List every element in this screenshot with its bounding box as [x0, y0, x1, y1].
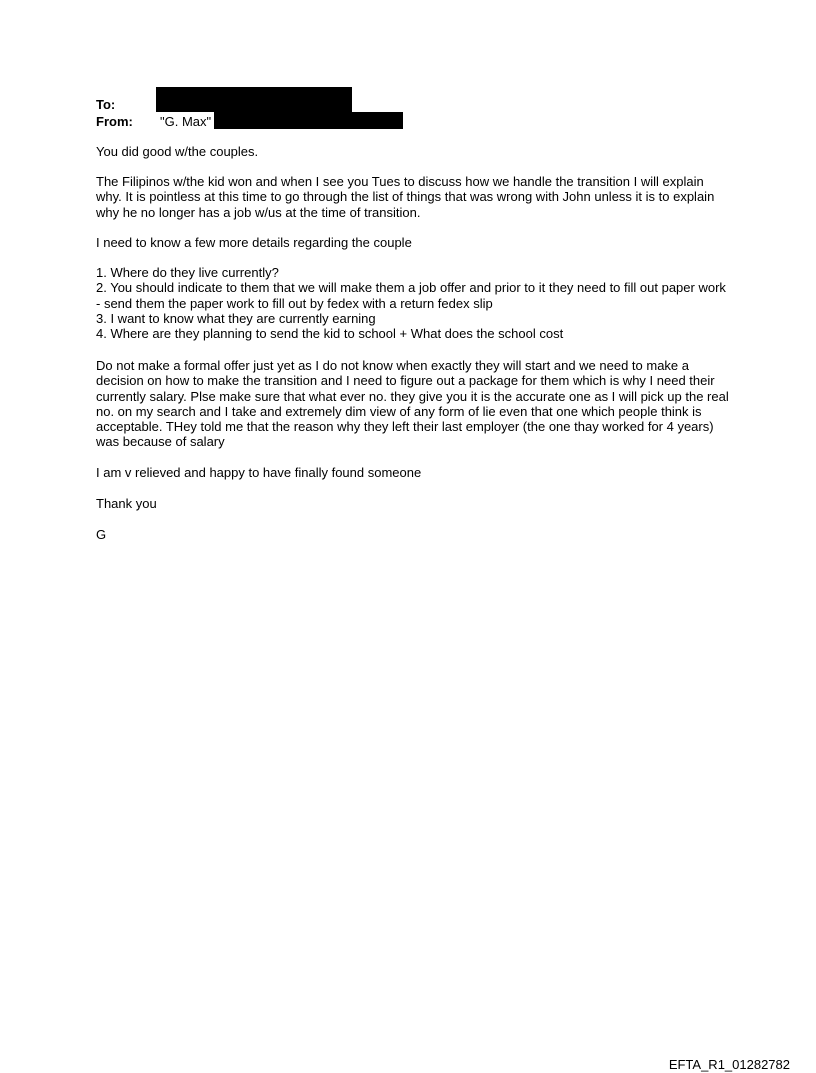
signature-text: G	[96, 527, 107, 542]
to-label: To:	[96, 97, 116, 112]
list-item: 4. Where are they planning to send the kid to school + What does the school cost	[96, 326, 564, 342]
list-item: 2. You should indicate to them that we will make them a job offer and prior to it they need to fill out paper work - send them the paper work to fill out by fedex with a return fedex slip	[96, 280, 726, 311]
email-body	[96, 144, 732, 159]
greeting-text: You did good w/the couples.	[96, 144, 259, 159]
paragraph-2: I need to know a few more details regarding the couple	[96, 235, 412, 250]
paragraph-1: The Filipinos w/the kid won and when I see you Tues to discuss how we handle the transition I will explain why. It is pointless at this time to go through the list of things that was wrong with John unless it is to explain why he no longer has a job w/us at the time of transition.	[96, 174, 715, 220]
from-redaction	[214, 112, 403, 129]
closing-text: Thank you	[96, 496, 157, 511]
paragraph-4: I am v relieved and happy to have finally found someone	[96, 465, 422, 480]
list-item: 1. Where do they live currently?	[96, 265, 279, 280]
from-value: "G. Max"	[160, 114, 212, 129]
to-redaction	[156, 87, 352, 112]
list-item: 3. I want to know what they are currently earning	[96, 310, 376, 326]
from-label: From:	[96, 114, 133, 129]
document-id: EFTA_R1_01282782	[668, 1057, 790, 1072]
question-list	[96, 265, 732, 341]
paragraph-3: Do not make a formal offer just yet as I do not know when exactly they will start and we need to make a decision on how to make the transition and I need to figure out a package for them which is why I need their currently salary. Plse make sure that what ever no. they give you it is the accurate one as I will pick up the real no. on my search and I take and extremely dim view of any form of lie even that one which people think is acceptable. THey told me that the reason why they left their last employer (the one thay worked for 4 years) was because of salary	[96, 358, 729, 450]
